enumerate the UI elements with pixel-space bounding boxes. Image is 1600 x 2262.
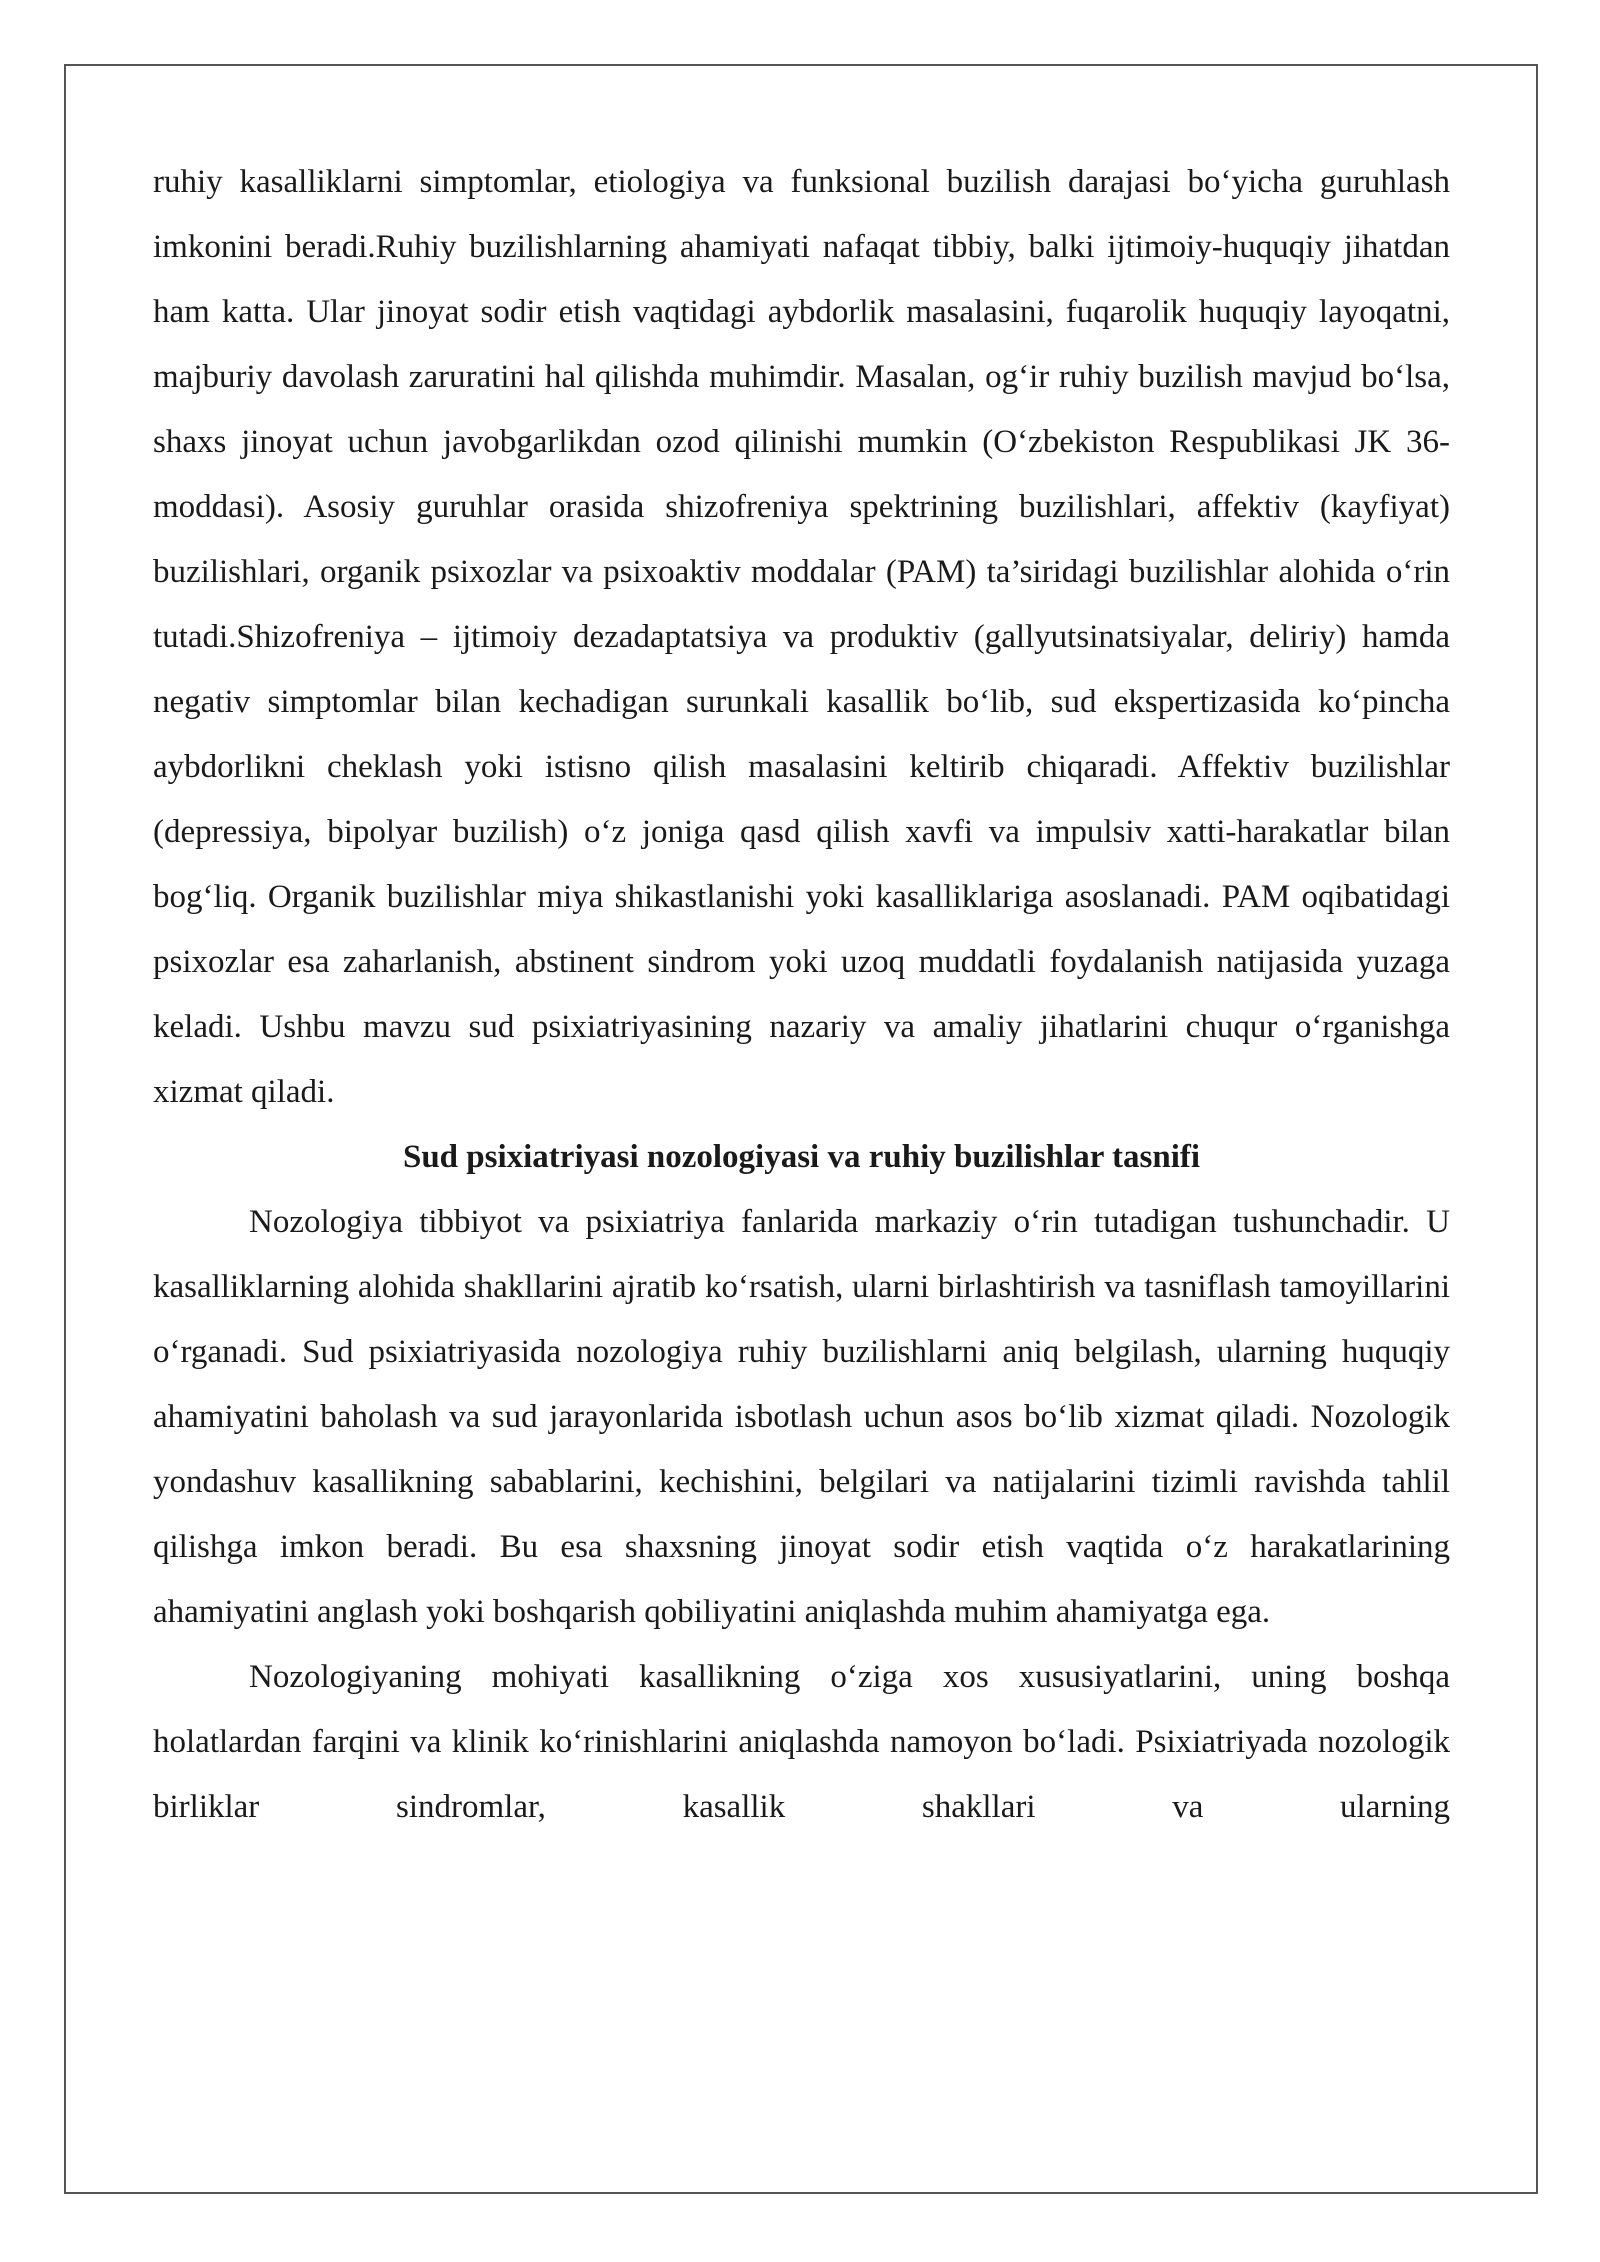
paragraph-2: Nozologiya tibbiyot va psixiatriya fanlarida markaziy o‘rin tutadigan tushunchadir. U kasalliklarning alohida shakllarini ajratib ko‘rsatish, ularni birlashtirish va tasniflash tamoyillarini o‘rganadi. Sud psixiatriyasida nozologiya ruhiy buzilishlarni aniq belgilash, ularning huquqiy ahamiyatini baholash va sud jarayonlarida isbotlash uchun asos bo‘lib xizmat qiladi. Nozologik yondashuv kasallikning sabablarini, kechishini, belgilari va natijalarini tizimli ravishda tahlil qilishga imkon beradi. Bu esa shaxsning jinoyat sodir etish vaqtida o‘z harakatlarining ahamiyatini anglash yoki boshqarish qobiliyatini aniqlashda muhim ahamiyatga ega. xyxy=(153,1204,1450,1630)
document-body xyxy=(153,150,1450,1840)
section-heading: Sud psixiatriyasi nozologiyasi va ruhiy buzilishlar tasnifi xyxy=(402,1139,1201,1175)
paragraph-3: Nozologiyaning mohiyati kasallikning o‘ziga xos xususiyatlarini, uning boshqa holatlardan farqini va klinik ko‘rinishlarini aniqlashda namoyon bo‘ladi. Psixiatriyada nozologik birliklar sindromlar, kasallik shakllari va ularning xyxy=(153,1659,1450,1825)
paragraph-1: ruhiy kasalliklarni simptomlar, etiologiya va funksional buzilish darajasi bo‘yicha guruhlash imkonini beradi.Ruhiy buzilishlarning ahamiyati nafaqat tibbiy, balki ijtimoiy-huquqiy jihatdan ham katta. Ular jinoyat sodir etish vaqtidagi aybdorlik masalasini, fuqarolik huquqiy layoqatni, majburiy davolash zaruratini hal qilishda muhimdir. Masalan, og‘ir ruhiy buzilish mavjud bo‘lsa, shaxs jinoyat uchun javobgarlikdan ozod qilinishi mumkin (O‘zbekiston Respublikasi JK 36-moddasi). Asosiy guruhlar orasida shizofreniya spektrining buzilishlari, affektiv (kayfiyat) buzilishlari, organik psixozlar va psixoaktiv moddalar (PAM) ta’siridagi buzilishlar alohida o‘rin tutadi.Shizofreniya – ijtimoiy dezadaptatsiya va produktiv (gallyutsinatsiyalar, deliriy) hamda negativ simptomlar bilan kechadigan surunkali kasallik bo‘lib, sud ekspertizasida ko‘pincha aybdorlikni cheklash yoki istisno qilish masalasini keltirib chiqaradi. Affektiv buzilishlar (depressiya, bipolyar buzilish) o‘z joniga qasd qilish xavfi va impulsiv xatti-harakatlar bilan bog‘liq. Organik buzilishlar miya shikastlanishi yoki kasalliklariga asoslanadi. PAM oqibatidagi psixozlar esa zaharlanish, abstinent sindrom yoki uzoq muddatli foydalanish natijasida yuzaga keladi. Ushbu mavzu sud psixiatriyasining nazariy va amaliy jihatlarini chuqur o‘rganishga xizmat qiladi. xyxy=(153,164,1450,1110)
